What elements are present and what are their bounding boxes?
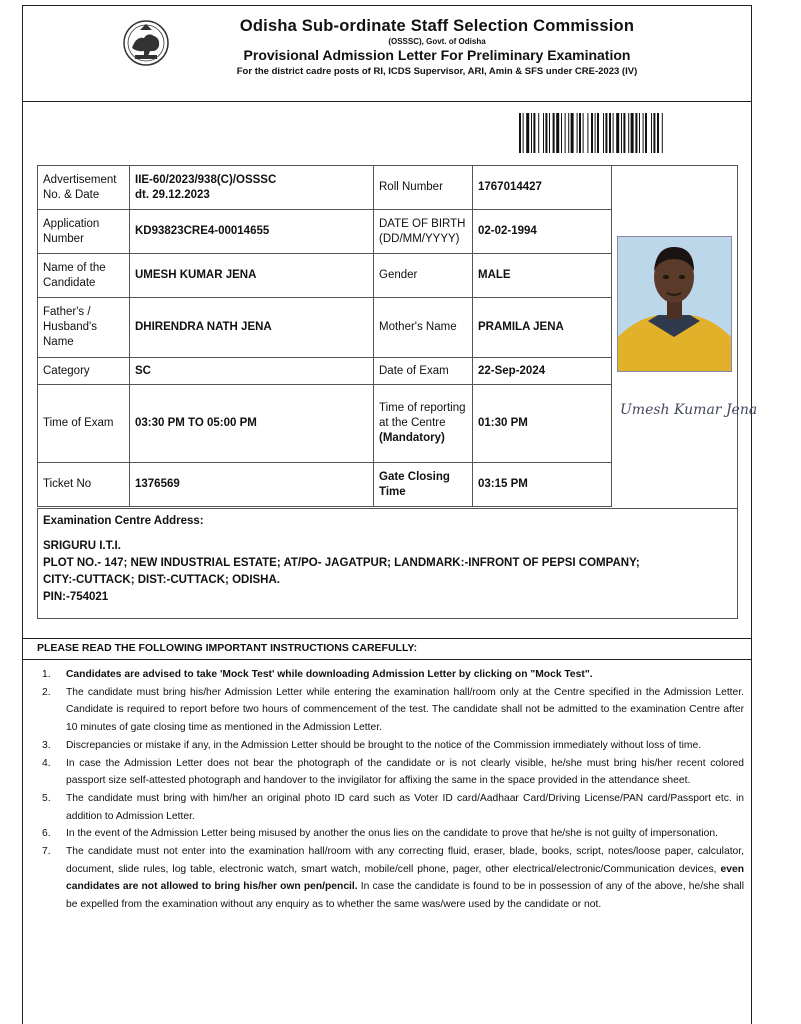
exam-centre-address [37, 508, 738, 619]
item-text: The candidate must bring with him/her an original photo ID card such as Voter ID card/Aadhaar Card/Driving License/PAN card/Passport etc. in addition to Admission Letter. [66, 792, 744, 822]
instructions-list [20, 666, 744, 914]
signature-text: Umesh Kumar Jena [620, 402, 758, 418]
table-row [38, 210, 612, 254]
dob-value: 02-02-1994 [473, 210, 612, 254]
letter-title: Provisional Admission Letter For Preliminary Examination [243, 47, 631, 63]
adv-number: IIE-60/2023/938(C)/OSSSC [135, 173, 277, 186]
list-item [20, 737, 744, 755]
category-value: SC [130, 358, 374, 385]
address-line-3: CITY:-CUTTACK; DIST:-CUTTACK; ODISHA. [43, 574, 280, 586]
item-text: Discrepancies or mistake if any, in the Admission Letter should be brought to the notice of the Commission immediately without loss of time. [66, 739, 702, 751]
candidate-photo-image [618, 237, 731, 371]
candidate-details-table [37, 165, 612, 507]
father-label: Father's / Husband's Name [38, 298, 130, 358]
table-row [38, 166, 612, 210]
app-label: Application Number [38, 210, 130, 254]
reporting-label-text: Time of reporting at the Centre [379, 402, 466, 429]
name-value: UMESH KUMAR JENA [130, 254, 374, 298]
exam-time-value: 03:30 PM TO 05:00 PM [130, 385, 374, 463]
item-text: The candidate must bring his/her Admission Letter while entering the examination hall/room only at the Centre specified in the Admission Letter. Candidate is required to report before two hours of commencement of the test. The candidate shall not be admitted to the examination Centre after 10 minutes of gate closing time as mentioned in the Admission Letter. [66, 686, 744, 734]
roll-label: Roll Number [374, 166, 473, 210]
item-text: The candidate must not enter into the examination hall/room with any correcting fluid, eraser, blade, books, script, notes/loose paper, calculator, document, slide rules, log table, electronic watch, smart watch, mobile/cell phone, pager, other electrical/electronic/Communication devices, [66, 846, 744, 875]
list-item [20, 825, 744, 843]
table-row [38, 385, 612, 463]
table-row [38, 254, 612, 298]
mother-label: Mother's Name [374, 298, 473, 358]
gender-value: MALE [473, 254, 612, 298]
address-line-1: SRIGURU I.T.I. [43, 540, 121, 552]
exam-time-label: Time of Exam [38, 385, 130, 463]
item-number: 6. [42, 828, 51, 840]
category-label: Category [38, 358, 130, 385]
gate-label: Gate Closing Time [374, 463, 473, 507]
dob-label: DATE OF BIRTH (DD/MM/YYYY) [374, 210, 473, 254]
list-item [20, 666, 744, 684]
father-value: DHIRENDRA NATH JENA [130, 298, 374, 358]
address-line-4: PIN:-754021 [43, 591, 109, 603]
posts-line: For the district cadre posts of RI, ICDS Supervisor, ARI, Amin & SFS under CRE-2023 (IV) [236, 66, 638, 77]
gate-value: 03:15 PM [473, 463, 612, 507]
item-text: In the event of the Admission Letter being misused by another the onus lies on the candidate to prove that he/she is not guilty of impersonation. [66, 828, 718, 840]
candidate-photo [617, 236, 732, 372]
item-number: 7. [42, 846, 51, 858]
adv-date: dt. 29.12.2023 [135, 188, 210, 201]
list-item [20, 755, 744, 790]
exam-date-value: 22-Sep-2024 [473, 358, 612, 385]
item-text-bold: even candidates are not allowed to bring his/her own pen/pencil. [66, 863, 744, 893]
name-label: Name of the Candidate [38, 254, 130, 298]
reporting-mandatory: (Mandatory) [379, 432, 445, 444]
ticket-value: 1376569 [130, 463, 374, 507]
item-number: 1. [42, 669, 51, 680]
candidate-signature [618, 392, 758, 428]
list-item [20, 843, 744, 914]
app-value: KD93823CRE4-00014655 [130, 210, 374, 254]
item-number: 2. [42, 686, 51, 698]
gender-label: Gender [374, 254, 473, 298]
adv-value [130, 166, 374, 210]
ticket-label: Ticket No [38, 463, 130, 507]
adv-label: Advertisement No. & Date [38, 166, 130, 210]
reporting-value: 01:30 PM [473, 385, 612, 463]
table-row [38, 358, 612, 385]
exam-date-label: Date of Exam [374, 358, 473, 385]
list-item [20, 684, 744, 737]
instructions-heading: PLEASE READ THE FOLLOWING IMPORTANT INSTRUCTIONS CAREFULLY: [22, 638, 752, 660]
mother-value: PRAMILA JENA [473, 298, 612, 358]
address-line-2: PLOT NO.- 147; NEW INDUSTRIAL ESTATE; AT/PO- JAGATPUR; LANDMARK:-INFRONT OF PEPSI COMPANY; [43, 557, 640, 569]
roll-value: 1767014427 [473, 166, 612, 210]
org-name: Odisha Sub-ordinate Staff Selection Commission [239, 17, 635, 35]
table-row [38, 298, 612, 358]
letter-header [22, 5, 752, 102]
item-text: In case the Admission Letter does not bear the photograph of the candidate or is not clearly visible, he/she must bring his/her recent colored passport size self-attested photograph and handover to the invigilator for affixing the same in the space provided in the attendance sheet. [66, 757, 744, 787]
item-number: 4. [42, 757, 51, 769]
list-item [20, 790, 744, 825]
org-subtitle: (OSSSC), Govt. of Odisha [388, 37, 486, 46]
item-text-end: In case the candidate is found to be in possession of any of the above, he/she shall be expelled from the examination without any enquiry as to whether the same was/were used by the candidate or not. [66, 881, 744, 911]
item-number: 3. [42, 739, 51, 751]
item-text: Candidates are advised to take 'Mock Test' while downloading Admission Letter by clicking on "Mock Test". [66, 669, 593, 680]
barcode-image [519, 113, 701, 153]
table-row [38, 463, 612, 507]
item-number: 5. [42, 792, 51, 804]
reporting-label [374, 385, 473, 463]
address-label: Examination Centre Address: [43, 515, 204, 527]
